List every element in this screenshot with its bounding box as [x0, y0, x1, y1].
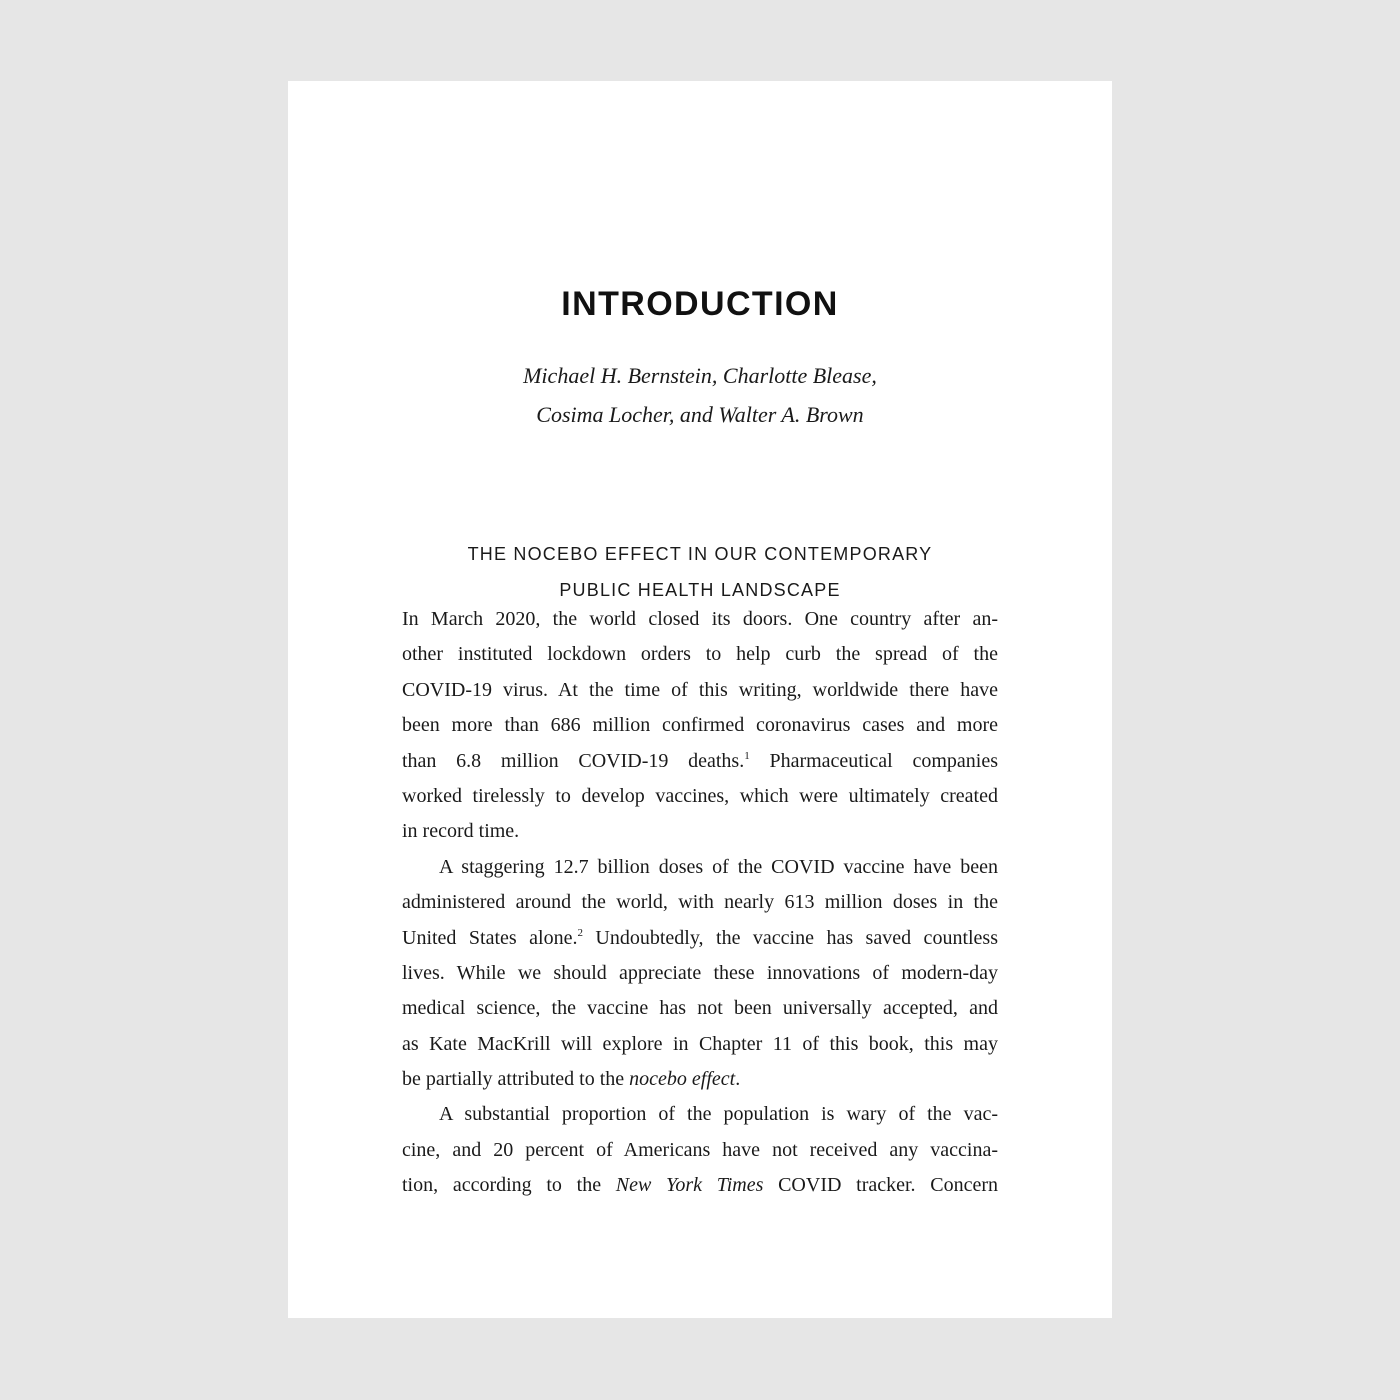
text-segment: than 6.8 million COVID-19 deaths. [402, 749, 745, 772]
text-segment: . [735, 1068, 741, 1091]
text-line: lives. While we should appreciate these innovations of modern-day [402, 961, 998, 984]
authors-line: Michael H. Bernstein, Charlotte Blease, [523, 363, 877, 388]
text-line: COVID-19 virus. At the time of this writing, worldwide there have [402, 678, 998, 701]
text-line [402, 921, 998, 956]
text-line: In March 2020, the world closed its doors. One country after an- [402, 608, 998, 630]
section-heading-line: THE NOCEBO EFFECT IN OUR CONTEMPORARY [467, 544, 933, 564]
text-line [402, 744, 998, 779]
chapter-authors [0, 356, 1400, 434]
text-line: other instituted lockdown orders to help curb the spread of the [402, 643, 998, 666]
italic-term: nocebo effect [629, 1068, 736, 1091]
text-segment: Undoubtedly, the vaccine has saved countless [582, 926, 998, 949]
authors-line: Cosima Locher, and Walter A. Brown [536, 402, 864, 427]
text-segment: be partially attributed to the [402, 1068, 630, 1091]
text-line [402, 1062, 998, 1097]
text-line: A staggering 12.7 billion doses of the COVID vaccine have been [439, 855, 998, 878]
text-segment: COVID tracker. Concern [763, 1174, 998, 1197]
footnote-ref-2[interactable]: 2 [577, 926, 583, 939]
text-line: in record time. [402, 820, 520, 843]
text-line: been more than 686 million confirmed coronavirus cases and more [402, 714, 998, 737]
footnote-ref-1[interactable]: 1 [744, 749, 750, 762]
text-line: worked tirelessly to develop vaccines, which were ultimately created [402, 784, 998, 807]
body-text [402, 602, 998, 1204]
text-line: cine, and 20 percent of Americans have not received any vaccina- [402, 1138, 998, 1161]
text-line: medical science, the vaccine has not been universally accepted, and [402, 997, 998, 1020]
section-heading [0, 536, 1400, 608]
chapter-title: INTRODUCTION [561, 285, 839, 323]
text-segment: tion, according to the [402, 1174, 616, 1197]
text-segment: United States alone. [402, 926, 578, 949]
text-segment: Pharmaceutical companies [749, 749, 998, 772]
text-line: as Kate MacKrill will explore in Chapter 11 of this book, this may [402, 1032, 998, 1055]
text-line [402, 1168, 998, 1203]
section-heading-line: PUBLIC HEALTH LANDSCAPE [559, 580, 841, 600]
italic-title: New York Times [615, 1174, 764, 1197]
text-line: A substantial proportion of the population is wary of the vac- [439, 1103, 998, 1126]
text-line: administered around the world, with nearly 613 million doses in the [402, 891, 998, 914]
